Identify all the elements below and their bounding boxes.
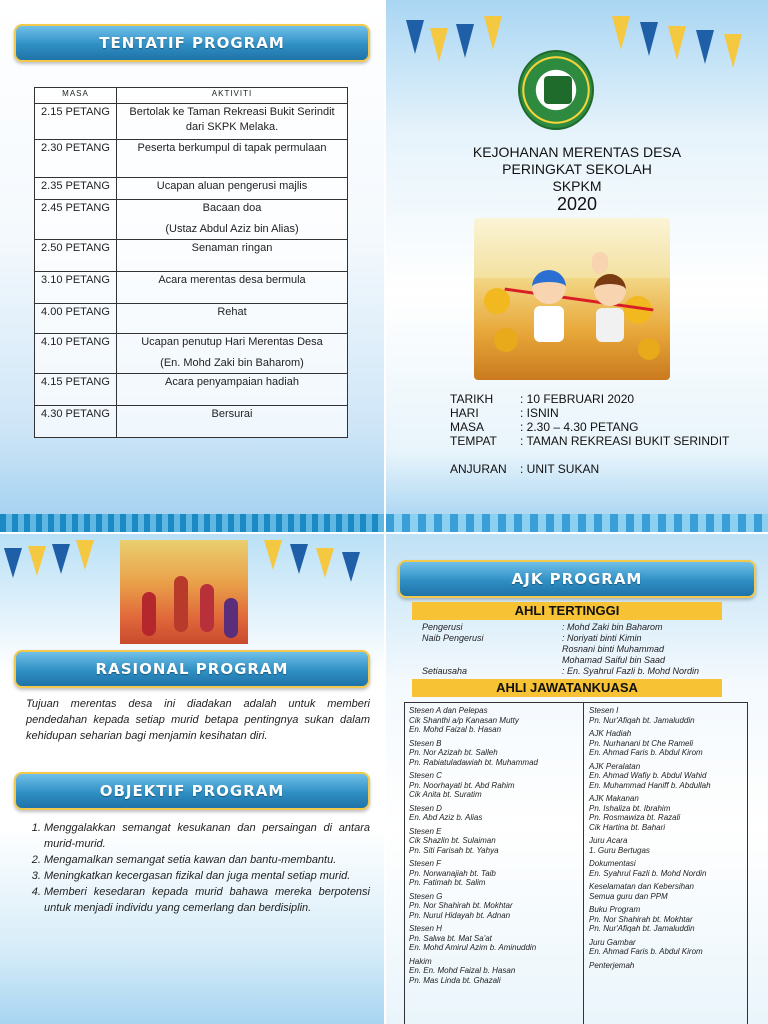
- committee-group: AJK Makanan Pn. Ishaliza bt. Ibrahim Pn. Rosmawiza bt. Razali Cik Hartina bt. Bahari: [589, 794, 681, 832]
- cover-line3: SKPKM: [552, 178, 602, 194]
- tertinggi-name: : En. Syahrul Fazli b. Mohd Nordin: [562, 666, 700, 676]
- committee-group: Penterjemah: [589, 960, 635, 970]
- committee-group: Stesen E Cik Shazlin bt. Sulaiman Pn. Siti Farisah bt. Yahya: [409, 826, 499, 855]
- event-details: [450, 392, 729, 476]
- committee-group: Stesen D En. Abd Aziz b. Alias: [409, 803, 483, 822]
- cover-line2: PERINGKAT SEKOLAH: [502, 161, 652, 177]
- committee-group: Stesen H Pn. Salwa bt. Mat Sa'at En. Mohd Amirul Azim b. Aminuddin: [409, 924, 537, 952]
- objektif-item: 4. Memberi kesedaran kepada murid bahawa mereka berpotensi untuk menjadi individu yang cemerlang dan berdisiplin.: [44, 884, 370, 916]
- wave-border: [386, 514, 768, 532]
- detail-label: MASA: [450, 420, 485, 434]
- schedule-row: [35, 272, 348, 304]
- tertinggi-role: Pengerusi: [422, 622, 463, 632]
- schedule-aktiviti: Acara merentas desa bermula: [117, 272, 348, 304]
- detail-label: TARIKH: [450, 392, 494, 406]
- tertinggi-role: Setiausaha: [422, 666, 468, 676]
- committee-group: Hakim En. En. Mohd Faizal b. Hasan Pn. Mas Linda bt. Ghazali: [409, 956, 516, 985]
- schedule-row: [35, 240, 348, 272]
- tertinggi-name: : Mohd Zaki bin Baharom: [562, 622, 663, 632]
- rasional-panel: [0, 534, 384, 1024]
- committee-group: Stesen B Pn. Nor Azizah bt. Salleh Pn. Rabiatuladawiah bt. Muhammad: [409, 738, 538, 767]
- schedule-masa: 2.30 PETANG: [35, 140, 117, 178]
- tentatif-title: TENTATIF PROGRAM: [14, 24, 370, 62]
- detail-row: [450, 420, 729, 434]
- runners-photo: [120, 540, 248, 644]
- anjuran-row: [450, 462, 729, 476]
- schedule-masa: 2.45 PETANG: [35, 200, 117, 240]
- objektif-item: 2. Mengamalkan semangat setia kawan dan bantu-membantu.: [44, 852, 370, 868]
- committee-group: AJK Peralatan En. Ahmad Wafiy b. Abdul Wahid En. Muhammad Haniff b. Abdullah: [589, 761, 711, 790]
- schedule-masa: 2.35 PETANG: [35, 178, 117, 200]
- objektif-title: OBJEKTIF PROGRAM: [14, 772, 370, 810]
- tertinggi-role: Naib Pengerusi: [422, 633, 484, 643]
- committee-group: Dokumentasi En. Syahrul Fazli b. Mohd Nordin: [589, 859, 707, 878]
- schedule-aktiviti: Senaman ringan: [117, 240, 348, 272]
- schedule-aktiviti: Ucapan penutup Hari Merentas Desa (En. Mohd Zaki bin Baharom): [117, 334, 348, 374]
- ahli-jawatankuasa-title: AHLI JAWATANKUASA: [412, 679, 722, 697]
- schedule-header-row: [35, 88, 348, 104]
- committee-group: Buku Program Pn. Nor Shahirah bt. Mokhtar Pn. Nur'Afiqah bt. Jamaluddin: [589, 905, 695, 933]
- detail-value: : TAMAN REKREASI BUKIT SERINDIT: [520, 434, 730, 448]
- schedule-row: [35, 304, 348, 334]
- detail-label: HARI: [450, 406, 479, 420]
- ahli-tertinggi-title: AHLI TERTINGGI: [412, 602, 722, 620]
- schedule-aktiviti: Acara penyampaian hadiah: [117, 374, 348, 406]
- schedule-row: [35, 140, 348, 178]
- schedule-aktiviti: Bertolak ke Taman Rekreasi Bukit Serindit dari SKPK Melaka.: [117, 104, 348, 140]
- objektif-list: [26, 820, 370, 916]
- header-aktiviti: AKTIVITI: [117, 88, 348, 104]
- schedule-aktiviti: Ucapan aluan pengerusi majlis: [117, 178, 348, 200]
- detail-label: TEMPAT: [450, 434, 497, 448]
- rasional-title: RASIONAL PROGRAM: [14, 650, 370, 688]
- schedule-masa: 4.30 PETANG: [35, 406, 117, 438]
- committee-group: Juru Acara 1. Guru Bertugas: [589, 836, 650, 855]
- bunting-flags: [386, 0, 768, 60]
- detail-value: : ISNIN: [520, 406, 559, 420]
- committee-group: AJK Hadiah Pn. Nurhanani bt Che Rameli En. Ahmad Faris b. Abdul Kirom: [589, 729, 703, 757]
- detail-row: [450, 392, 729, 406]
- anjuran-label: ANJURAN: [450, 462, 507, 476]
- schedule-aktiviti: Rehat: [117, 304, 348, 334]
- tertinggi-name: Rosnani binti Muhammad: [562, 644, 665, 654]
- detail-row: [450, 434, 729, 448]
- committee-group: Juru Gambar En. Ahmad Faris b. Abdul Kirom: [589, 937, 703, 956]
- committee-group: Stesen G Pn. Nor Shahirah bt. Mokhtar Pn. Nurul Hidayah bt. Adnan: [409, 891, 513, 920]
- schedule-aktiviti: Bersurai: [117, 406, 348, 438]
- kids-running-illustration: [474, 218, 670, 380]
- header-masa: MASA: [35, 88, 117, 104]
- detail-value: : 10 FEBRUARI 2020: [520, 392, 635, 406]
- anjuran-value: : UNIT SUKAN: [520, 462, 600, 476]
- tertinggi-name: Mohamad Saiful bin Saad: [562, 655, 666, 665]
- schedule-row: [35, 200, 348, 240]
- schedule-aktiviti: Peserta berkumpul di tapak permulaan: [117, 140, 348, 178]
- committee-group: Keselamatan dan Kebersihan Semua guru dan PPM: [589, 882, 694, 901]
- schedule-table: [34, 87, 348, 438]
- jawatankuasa-box: [404, 702, 748, 1024]
- rasional-text: Tujuan merentas desa ini diadakan adalah untuk memberi pendedahan kepada setiap murid betapa pentingnya sukan dalam kehidupan seharian bagi menjamin kesihatan diri.: [26, 698, 370, 742]
- wave-border: [0, 514, 384, 532]
- schedule-row: [35, 374, 348, 406]
- cover-panel: [386, 0, 768, 532]
- committee-group: Stesen A dan Pelepas Cik Shanthi a/p Kanasan Mutty En. Mohd Faizal b. Hasan: [409, 706, 519, 734]
- detail-row: [450, 406, 729, 420]
- schedule-row: [35, 334, 348, 374]
- jawatankuasa-left-column: [409, 706, 581, 989]
- schedule-masa: 4.15 PETANG: [35, 374, 117, 406]
- detail-value: : 2.30 – 4.30 PETANG: [520, 420, 639, 434]
- schedule-masa: 3.10 PETANG: [35, 272, 117, 304]
- schedule-aktiviti: Bacaan doa (Ustaz Abdul Aziz bin Alias): [117, 200, 348, 240]
- cover-year: 2020: [556, 194, 598, 214]
- schedule-row: [35, 178, 348, 200]
- schedule-masa: 2.50 PETANG: [35, 240, 117, 272]
- committee-group: Stesen I Pn. Nur'Afiqah bt. Jamaluddin: [589, 706, 695, 725]
- ajk-panel: [386, 534, 768, 1024]
- schedule-masa: 4.10 PETANG: [35, 334, 117, 374]
- objektif-item: 1. Menggalakkan semangat kesukanan dan persaingan di antara murid-murid.: [44, 820, 370, 852]
- school-logo: [518, 50, 594, 130]
- jawatankuasa-right-column: [589, 706, 747, 974]
- committee-group: Stesen F Pn. Norwanajiah bt. Taib Pn. Fatimah bt. Salim: [409, 859, 496, 887]
- tertinggi-name: : Noriyati binti Kimin: [562, 633, 642, 643]
- tentatif-panel: [0, 0, 384, 532]
- objektif-item: 3. Meningkatkan kecergasan fizikal dan juga mental setiap murid.: [44, 868, 370, 884]
- schedule-masa: 2.15 PETANG: [35, 104, 117, 140]
- committee-group: Stesen C Pn. Noorhayati bt. Abd Rahim Cik Anita bt. Suratim: [409, 771, 515, 799]
- schedule-masa: 4.00 PETANG: [35, 304, 117, 334]
- schedule-row: [35, 104, 348, 140]
- cover-line1: KEJOHANAN MERENTAS DESA: [472, 144, 682, 160]
- ajk-title: AJK PROGRAM: [398, 560, 756, 598]
- schedule-row: [35, 406, 348, 438]
